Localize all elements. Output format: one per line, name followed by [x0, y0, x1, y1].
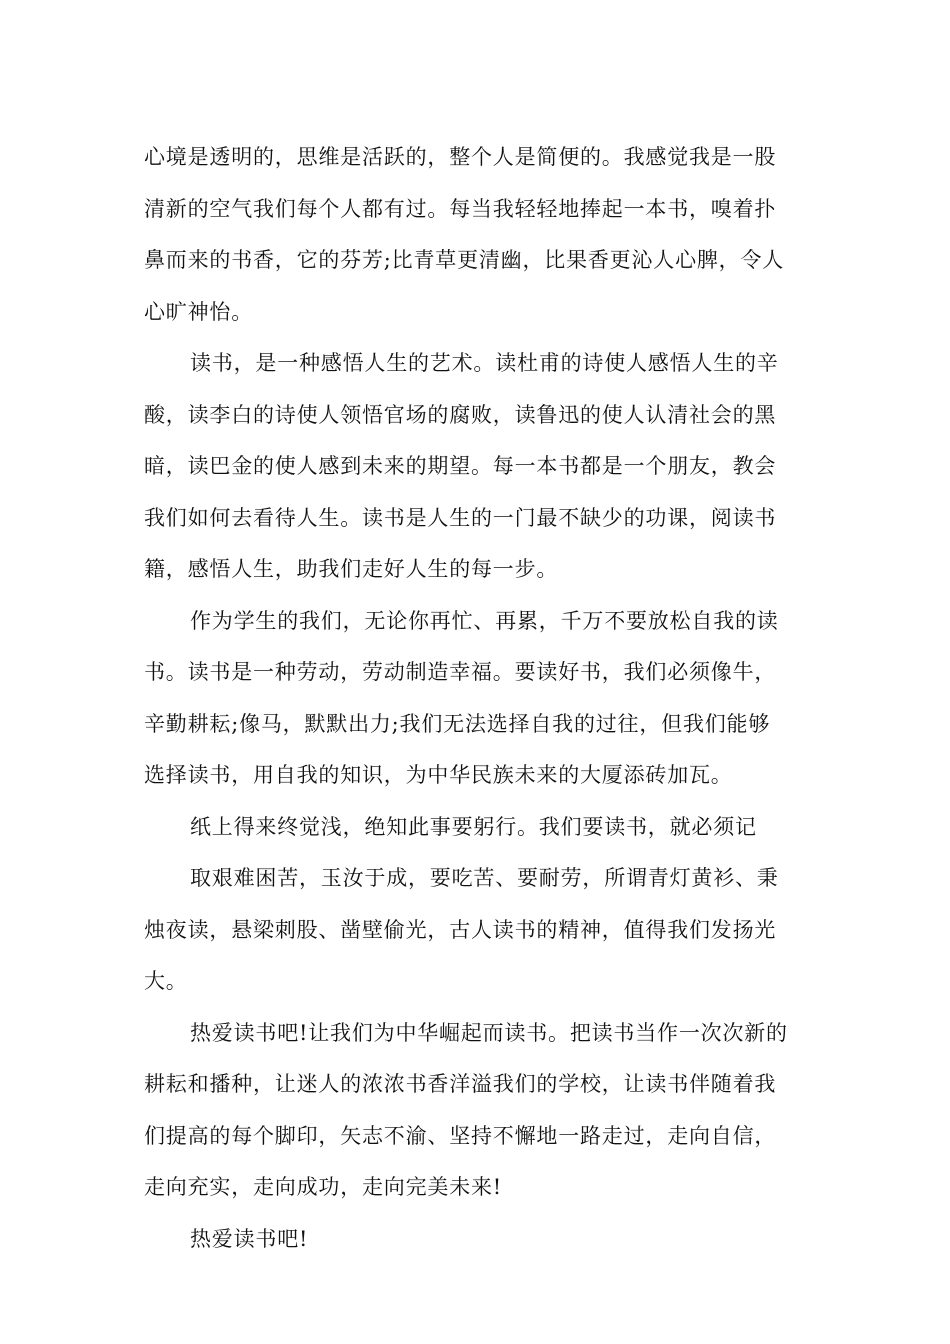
text-line: 耕耘和播种，让迷人的浓浓书香洋溢我们的学校，让读书伴随着我	[144, 1072, 777, 1096]
text-line: 热爱读书吧!让我们为中华崛起而读书。把读书当作一次次新的	[190, 1020, 788, 1045]
text-line: 清新的空气我们每个人都有过。每当我轻轻地捧起一本书，嗅着扑	[144, 196, 777, 221]
text-line: 烛夜读，悬梁刺股、凿壁偷光，古人读书的精神，值得我们发扬光	[144, 917, 777, 942]
text-line: 热爱读书吧!	[190, 1226, 309, 1251]
text-line: 选择读书，用自我的知识，为中华民族未来的大厦添砖加瓦。	[144, 763, 733, 787]
text-line: 心旷神怡。	[144, 299, 253, 324]
text-line: 鼻而来的书香，它的芬芳;比青草更清幽，比果香更沁人心脾，令人	[144, 248, 785, 272]
text-line: 书。读书是一种劳动，劳动制造幸福。要读好书，我们必须像牛，	[144, 660, 777, 684]
text-line: 我们如何去看待人生。读书是人生的一门最不缺少的功课，阅读书	[144, 505, 777, 530]
text-line: 心境是透明的，思维是活跃的，整个人是简便的。我感觉我是一股	[144, 145, 777, 169]
text-line: 作为学生的我们，无论你再忙、再累，千万不要放松自我的读	[190, 608, 779, 633]
text-line: 大。	[144, 969, 188, 993]
body-text	[144, 132, 808, 1265]
text-line: 纸上得来终觉浅，绝知此事要躬行。我们要读书，就必须记	[190, 814, 757, 839]
text-line: 读书，是一种感悟人生的艺术。读杜甫的诗使人感悟人生的辛	[190, 351, 779, 375]
text-line: 籍，感悟人生，助我们走好人生的每一步。	[144, 557, 559, 581]
text-line: 们提高的每个脚印，矢志不渝、坚持不懈地一路走过，走向自信，	[144, 1123, 777, 1148]
text-line: 辛勤耕耘;像马，默默出力;我们无法选择自我的过往，但我们能够	[144, 711, 771, 736]
text-line: 走向充实，走向成功，走向完美未来!	[144, 1175, 503, 1199]
text-line: 酸，读李白的诗使人领悟官场的腐败，读鲁迅的使人认清社会的黑	[144, 402, 777, 427]
text-line: 暗，读巴金的使人感到未来的期望。每一本书都是一个朋友，教会	[144, 454, 777, 478]
text-line: 取艰难困苦，玉汝于成，要吃苦、要耐劳，所谓青灯黄衫、秉	[190, 866, 779, 890]
